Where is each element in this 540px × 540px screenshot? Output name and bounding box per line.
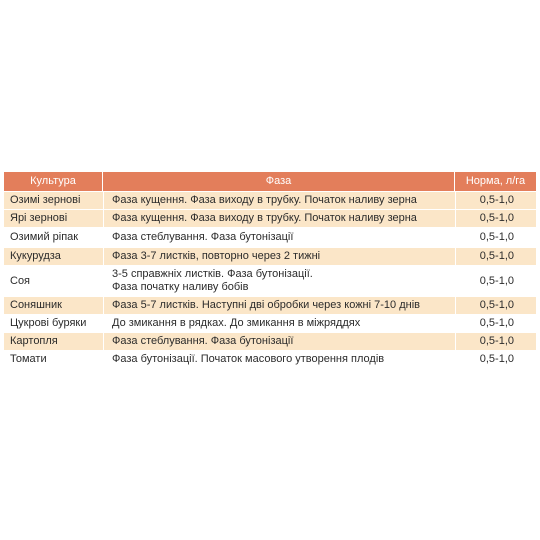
- crop-cell: Озимий ріпак: [4, 228, 103, 248]
- header-rate: Норма, л/га: [455, 172, 536, 192]
- crop-cell: Картопля: [4, 333, 103, 351]
- rate-cell: 0,5-1,0: [455, 210, 536, 228]
- crop-cell: Соя: [4, 266, 103, 297]
- phase-cell: Фаза кущення. Фаза виходу в трубку. Початок наливу зерна: [103, 210, 455, 228]
- rate-cell: 0,5-1,0: [455, 351, 536, 369]
- header-crop: Культура: [4, 172, 103, 192]
- crop-cell: Кукурудза: [4, 248, 103, 266]
- rate-cell: 0,5-1,0: [455, 315, 536, 333]
- crop-cell: Цукрові буряки: [4, 315, 103, 333]
- crop-cell: Озимі зернові: [4, 192, 103, 210]
- crop-cell: Ярі зернові: [4, 210, 103, 228]
- phase-cell: Фаза стеблування. Фаза бутонізації: [103, 333, 455, 351]
- phase-cell: Фаза 5-7 листків. Наступні дві обробки через кожні 7-10 днів: [103, 297, 455, 315]
- phase-cell: Фаза бутонізації. Початок масового утворення плодів: [103, 351, 455, 369]
- phase-line: 3-5 справжніх листків. Фаза бутонізації.: [112, 268, 313, 280]
- phase-cell: Фаза кущення. Фаза виходу в трубку. Початок наливу зерна: [103, 192, 455, 210]
- phase-cell: Фаза стеблування. Фаза бутонізації: [103, 228, 455, 248]
- rate-cell: 0,5-1,0: [455, 228, 536, 248]
- phase-cell: Фаза 3-7 листків, повторно через 2 тижні: [103, 248, 455, 266]
- crop-cell: Томати: [4, 351, 103, 369]
- rate-cell: 0,5-1,0: [455, 248, 536, 266]
- application-rates-table: [4, 172, 536, 369]
- phase-cell: До змикання в рядках. До змикання в міжряддях: [103, 315, 455, 333]
- phase-cell: [103, 266, 455, 297]
- header-phase: Фаза: [103, 172, 455, 192]
- crop-cell: Соняшник: [4, 297, 103, 315]
- rate-cell: 0,5-1,0: [455, 192, 536, 210]
- phase-line: Фаза початку наливу бобів: [112, 281, 249, 293]
- rate-cell: 0,5-1,0: [455, 297, 536, 315]
- rate-cell: 0,5-1,0: [455, 266, 536, 297]
- rate-cell: 0,5-1,0: [455, 333, 536, 351]
